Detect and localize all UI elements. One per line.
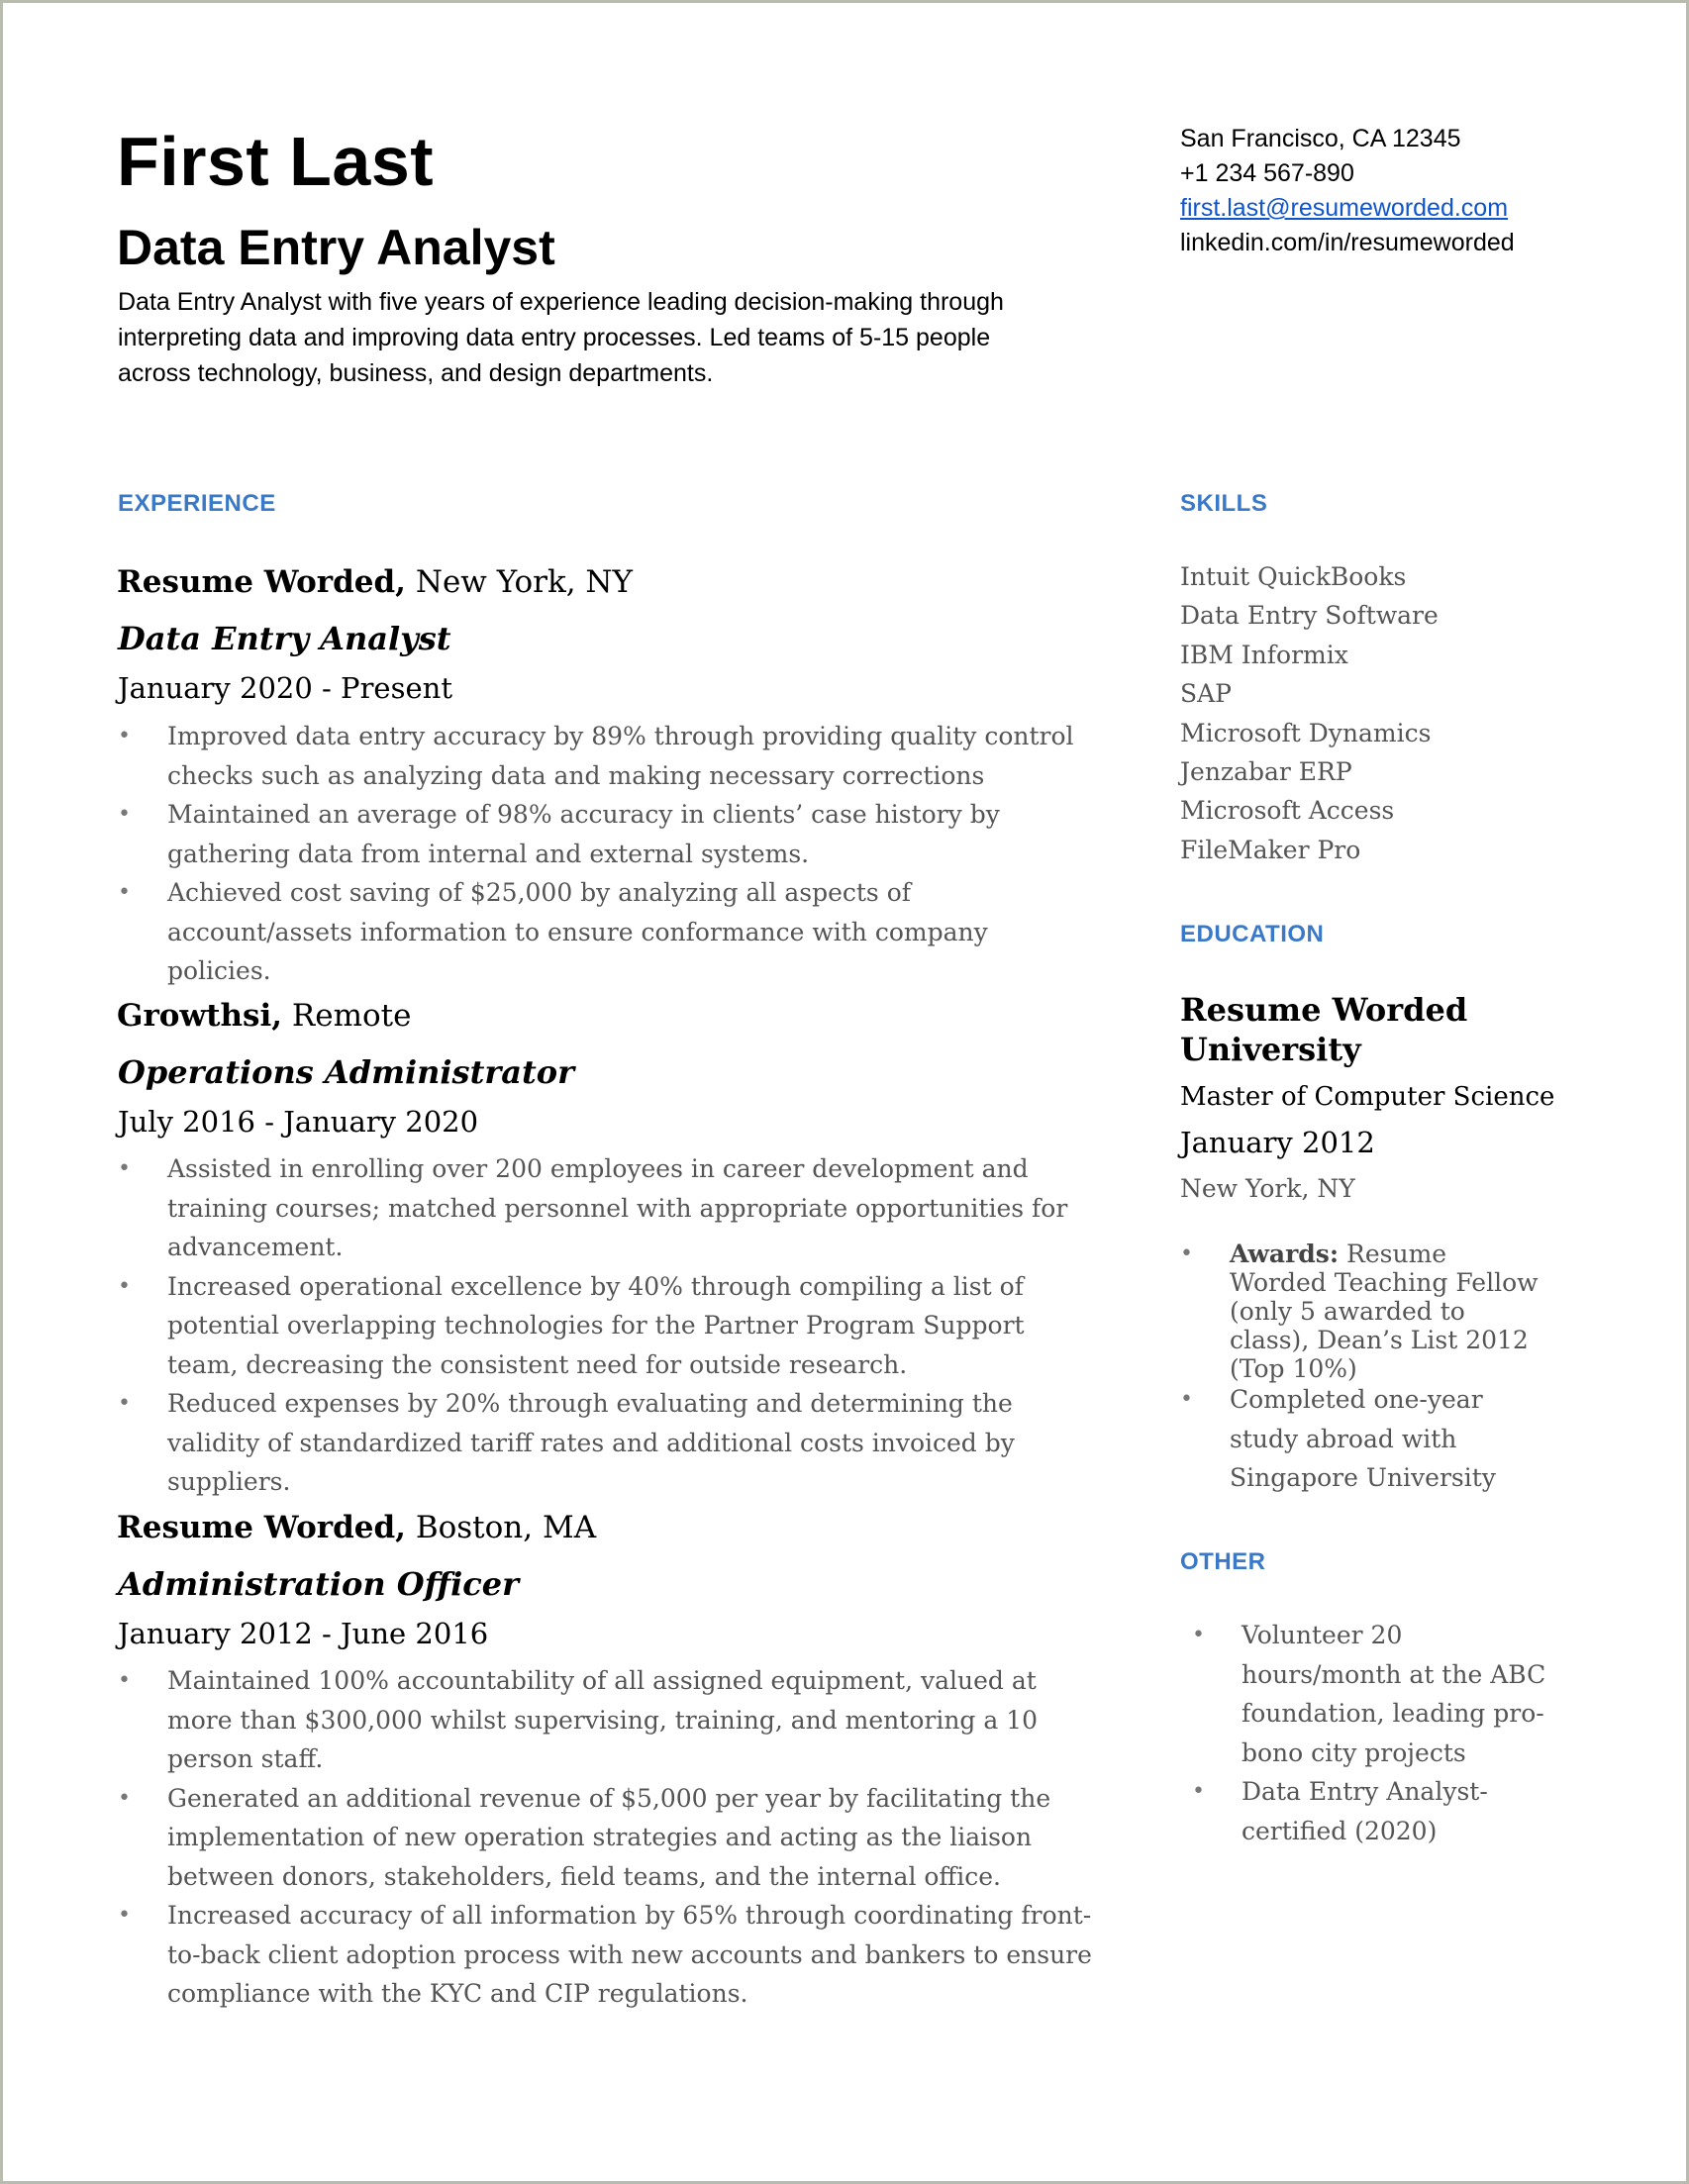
job-dates: January 2020 - Present: [118, 671, 452, 705]
list-item: • Generated an additional revenue of $5,000 per year by facilitating the implementation of new operation strategies and acting as the liaison between donors, stakeholders, field teams, and the internal office.: [118, 1779, 1098, 1897]
job-company-line: [117, 564, 633, 600]
email-link[interactable]: first.last@resumeworded.com: [1180, 194, 1509, 222]
contact-block: [1180, 122, 1515, 260]
skill-item: SAP: [1180, 679, 1233, 709]
other-list: [1192, 1616, 1548, 1850]
candidate-name: First Last: [117, 123, 435, 200]
skill-item: Jenzabar ERP: [1180, 757, 1352, 787]
job-location: Boston, MA: [415, 1510, 597, 1545]
job-dates: July 2016 - January 2020: [118, 1105, 479, 1139]
job-bullets: [118, 1149, 1098, 1502]
skills-list: [1180, 557, 1439, 869]
job-bullets: [118, 1661, 1098, 2014]
candidate-title: Data Entry Analyst: [117, 220, 555, 275]
skills-heading: SKILLS: [1180, 490, 1268, 517]
awards-label: Awards:: [1230, 1240, 1340, 1268]
address: San Francisco, CA 12345: [1180, 125, 1461, 152]
education-extra: [1180, 1380, 1497, 1498]
skill-item: Microsoft Access: [1180, 796, 1395, 826]
job-title: Administration Officer: [118, 1565, 519, 1603]
skill-item: FileMaker Pro: [1180, 835, 1361, 864]
other-heading: OTHER: [1180, 1548, 1266, 1575]
education-school: Resume Worded University: [1180, 991, 1468, 1068]
awards-text: Resume Worded Teaching Fellow (only 5 awarded to class), Dean’s List 2012 (Top 10%): [1230, 1240, 1539, 1383]
list-item: • Completed one-year study abroad with Singapore University: [1180, 1380, 1497, 1498]
list-item: • Assisted in enrolling over 200 employees in career development and training courses; matched personnel with appropriate opportunities for advancement.: [118, 1149, 1098, 1267]
job-title: Data Entry Analyst: [118, 620, 451, 657]
skill-item: Microsoft Dynamics: [1180, 718, 1432, 747]
job-location: Remote: [291, 998, 412, 1034]
education-degree: Master of Computer Science: [1180, 1082, 1555, 1112]
education-location: New York, NY: [1180, 1174, 1355, 1203]
list-item: • Increased accuracy of all information by 65% through coordinating front-to-back client adoption process with new accounts and bankers to ensure compliance with the KYC and CIP regulations.: [118, 1896, 1098, 2014]
list-item: [1180, 1240, 1546, 1383]
education-date: January 2012: [1180, 1126, 1375, 1159]
list-item: • Achieved cost saving of $25,000 by analyzing all aspects of account/assets information to ensure conformance with company policies.: [118, 873, 1098, 991]
job-location: New York, NY: [415, 564, 634, 600]
education-heading: EDUCATION: [1180, 921, 1325, 947]
summary: Data Entry Analyst with five years of experience leading decision-making through interpreting data and improving data entry processes. Led teams of 5-15 people across technology, business, and design departments.: [118, 288, 1004, 387]
job-company-line: [117, 998, 411, 1034]
list-item: • Increased operational excellence by 40% through compiling a list of potential overlapping technologies for the Partner Program Support team, decreasing the consistent need for outside research.: [118, 1267, 1098, 1385]
education-awards: [1180, 1240, 1546, 1383]
list-item: • Data Entry Analyst-certified (2020): [1192, 1772, 1548, 1850]
skill-item: IBM Informix: [1180, 640, 1348, 669]
job-company: Growthsi,: [117, 998, 283, 1034]
linkedin: linkedin.com/in/resumeworded: [1180, 229, 1515, 256]
experience-heading: EXPERIENCE: [118, 490, 276, 517]
phone: +1 234 567-890: [1180, 159, 1354, 187]
list-item: • Maintained an average of 98% accuracy in clients’ case history by gathering data from internal and external systems.: [118, 795, 1098, 873]
job-bullets: [118, 717, 1098, 991]
list-item: • Volunteer 20 hours/month at the ABC foundation, leading pro-bono city projects: [1192, 1616, 1548, 1772]
list-item: • Reduced expenses by 20% through evaluating and determining the validity of standardized tariff rates and additional costs invoiced by suppliers.: [118, 1384, 1098, 1502]
job-company: Resume Worded,: [117, 564, 406, 600]
list-item: • Maintained 100% accountability of all assigned equipment, valued at more than $300,000 whilst supervising, training, and mentoring a 10 person staff.: [118, 1661, 1098, 1779]
skill-item: Intuit QuickBooks: [1180, 562, 1407, 591]
job-company-line: [117, 1510, 596, 1545]
job-title: Operations Administrator: [118, 1053, 574, 1091]
job-dates: January 2012 - June 2016: [118, 1617, 489, 1650]
skill-item: Data Entry Software: [1180, 601, 1439, 631]
list-item: • Improved data entry accuracy by 89% through providing quality control checks such as analyzing data and making necessary corrections: [118, 717, 1098, 795]
job-company: Resume Worded,: [117, 1510, 406, 1545]
